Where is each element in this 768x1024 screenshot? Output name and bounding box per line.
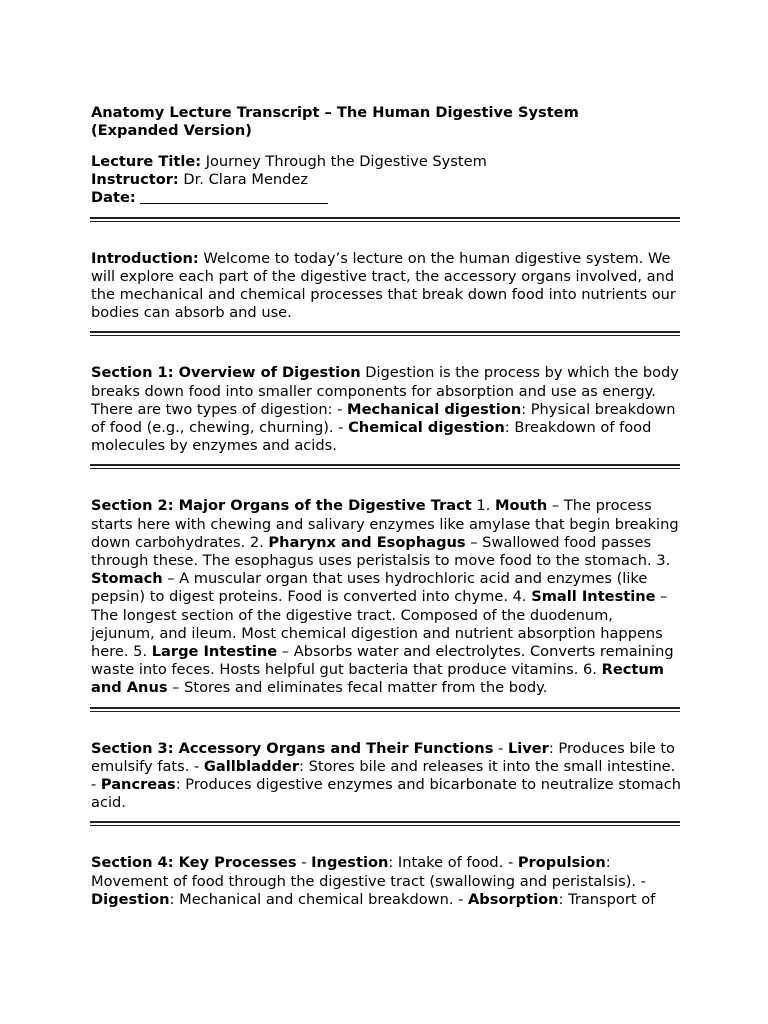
instructor-value: Dr. Clara Mendez	[178, 171, 309, 189]
introduction-section	[91, 250, 681, 323]
term-digestion: Digestion	[91, 890, 170, 908]
term-stomach: Stomach	[91, 570, 163, 588]
divider	[90, 217, 680, 222]
instructor-label: Instructor:	[91, 171, 179, 189]
term-mechanical-digestion: Mechanical digestion	[347, 400, 522, 418]
term-gallbladder: Gallbladder	[203, 757, 300, 775]
date-label: Date:	[91, 189, 136, 207]
term-large-intestine: Large Intestine	[151, 643, 278, 661]
section-1-text: Digestion is the process by which the body breaks down food into smaller components for absorption and use as energy. There are two types of digestion: -	[91, 364, 679, 418]
term-pharynx-esophagus: Pharynx and Esophagus	[268, 533, 466, 551]
document-title	[91, 104, 681, 140]
section-4	[91, 854, 681, 909]
introduction-text: Welcome to today’s lecture on the human digestive system. We will explore each part of the digestive tract, the accessory organs involved, and the mechanical and chemical processes that break down food into nutrients our bodies can absorb and use.	[91, 249, 676, 322]
divider	[90, 707, 680, 712]
section-3-text: : Produces digestive enzymes and bicarbonate to neutralize stomach acid.	[91, 776, 681, 812]
term-mouth: Mouth	[494, 497, 548, 515]
section-1-text: : Physical breakdown of food (e.g., chewing, churning). -	[91, 400, 676, 437]
section-4-text: : Transport of	[558, 890, 656, 908]
lecture-title-value: Journey Through the Digestive System	[201, 153, 487, 170]
document-content	[91, 104, 681, 909]
section-1	[91, 364, 681, 455]
date-blank-field	[140, 189, 328, 204]
section-4-text: : Mechanical and chemical breakdown. -	[169, 890, 469, 908]
section-3	[91, 740, 681, 813]
section-2-text: – A muscular organ that uses hydrochloric acid and enzymes (like pepsin) to digest proteins. Food is converted into chyme. 4.	[91, 570, 648, 606]
term-propulsion: Propulsion	[517, 854, 606, 872]
section-1-heading: Section 1: Overview of Digestion	[91, 364, 361, 382]
introduction-label: Introduction:	[91, 249, 199, 267]
term-rectum-anus: Rectum and Anus	[91, 661, 664, 697]
section-2	[91, 497, 681, 697]
lecture-title-line	[91, 153, 681, 171]
instructor-line	[91, 171, 681, 189]
term-liver: Liver	[507, 739, 549, 757]
divider	[90, 821, 680, 826]
section-2-text: – Stores and eliminates fecal matter from the body.	[167, 679, 548, 697]
term-ingestion: Ingestion	[311, 854, 389, 872]
lecture-title-label: Lecture Title:	[91, 153, 202, 170]
section-2-text: 1.	[471, 497, 495, 515]
lecture-meta	[91, 153, 681, 208]
section-2-text: – The process starts here with chewing and salivary enzymes like amylase that begin breaking down carbohydrates. 2.	[91, 497, 679, 551]
term-chemical-digestion: Chemical digestion	[348, 419, 505, 437]
term-small-intestine: Small Intestine	[531, 588, 656, 606]
term-pancreas: Pancreas	[100, 776, 176, 794]
section-3-heading: Section 3: Accessory Organs and Their Functions	[91, 739, 494, 757]
section-4-text: : Intake of food. -	[388, 854, 518, 872]
section-2-text: – The longest section of the digestive tract. Composed of the duodenum, jejunum, and ileum. Most chemical digestion and nutrient absorption happens here. 5.	[91, 588, 668, 661]
section-4-text: -	[296, 854, 312, 872]
section-2-text: – Absorbs water and electrolytes. Converts remaining waste into feces. Hosts helpful gut bacteria that produce vitamins. 6.	[91, 643, 674, 679]
divider	[90, 464, 680, 469]
section-2-text: – Swallowed food passes through these. The esophagus uses peristalsis to move food to the stomach. 3.	[91, 533, 671, 570]
title-line-1: Anatomy Lecture Transcript – The Human Digestive System	[91, 104, 579, 121]
divider	[90, 331, 680, 336]
section-4-heading: Section 4: Key Processes	[91, 854, 297, 872]
title-line-2: (Expanded Version)	[91, 122, 252, 139]
section-1-text: : Breakdown of food molecules by enzymes and acids.	[91, 419, 652, 455]
term-absorption: Absorption	[468, 890, 559, 908]
date-line	[91, 189, 681, 207]
section-3-text: -	[493, 739, 508, 757]
section-3-text: : Stores bile and releases it into the small intestine. -	[91, 757, 676, 794]
section-4-text: : Movement of food through the digestive tract (swallowing and peristalsis). -	[91, 854, 646, 890]
section-3-text: : Produces bile to emulsify fats. -	[91, 739, 675, 775]
section-2-heading: Section 2: Major Organs of the Digestive Tract	[91, 497, 472, 515]
